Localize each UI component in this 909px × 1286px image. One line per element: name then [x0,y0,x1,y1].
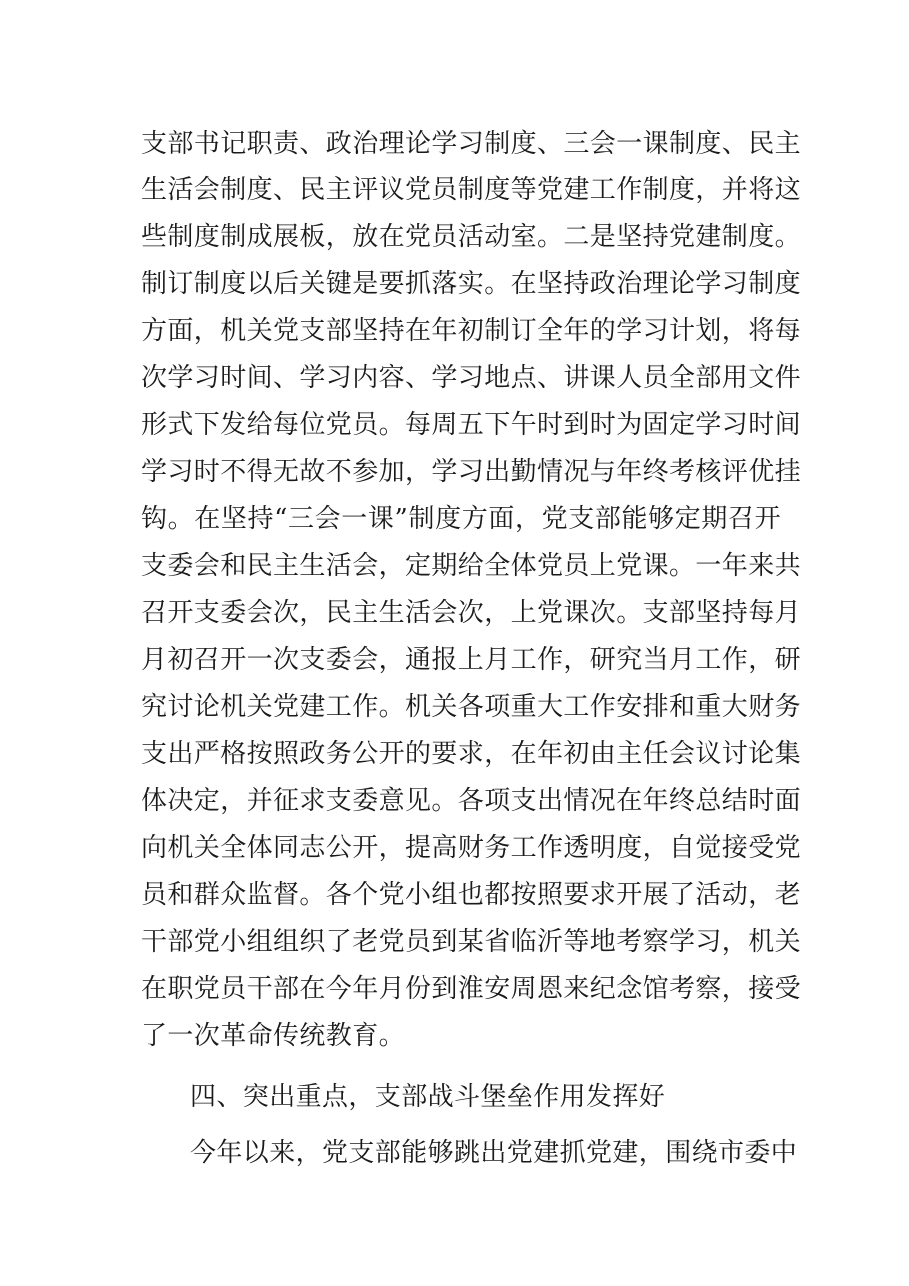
body-text-line-18: 干部党小组组织了老党员到某省临沂等地考察学习，机关 [141,927,802,957]
body-text-line-8: 学习时不得无故不参加，学习出勤情况与年终考核评优挂 [141,457,802,487]
body-text-line-7: 形式下发给每位党员。每周五下午时到时为固定学习时间 [141,410,802,440]
body-text-line-2: 生活会制度、民主评议党员制度等党建工作制度，并将这 [141,175,802,205]
body-text-line-3: 些制度制成展板，放在党员活动室。二是坚持党建制度。 [141,222,802,252]
section-heading: 四、突出重点，支部战斗堡垒作用发挥好 [190,1082,666,1112]
body-text-line-9: 钩。在坚持“三会一课”制度方面，党支部能够定期召开 [141,504,781,534]
body-text-line-19: 在职党员干部在今年月份到淮安周恩来纪念馆考察，接受 [141,974,802,1004]
body-text-line-12: 月初召开一次支委会，通报上月工作，研究当月工作，研 [141,645,802,675]
body-text-line-11: 召开支委会次，民主生活会次，上党课次。支部坚持每月 [141,598,802,628]
body-text-line-17: 员和群众监督。各个党小组也都按照要求开展了活动，老 [141,880,802,910]
next-paragraph-line-1: 今年以来，党支部能够跳出党建抓党建，围绕市委中 [190,1138,798,1168]
body-text-line-20: 了一次革命传统教育。 [141,1021,406,1051]
body-text-line-5: 方面，机关党支部坚持在年初制订全年的学习计划，将每 [141,316,802,346]
body-text-line-16: 向机关全体同志公开，提高财务工作透明度，自觉接受党 [141,833,802,863]
body-text-line-15: 体决定，并征求支委意见。各项支出情况在年终总结时面 [141,786,802,816]
body-text-line-1: 支部书记职责、政治理论学习制度、三会一课制度、民主 [141,129,802,159]
body-text-line-4: 制订制度以后关键是要抓落实。在坚持政治理论学习制度 [141,269,802,299]
body-text-line-10: 支委会和民主生活会，定期给全体党员上党课。一年来共 [141,551,802,581]
body-text-line-13: 究讨论机关党建工作。机关各项重大工作安排和重大财务 [141,692,802,722]
body-text-line-14: 支出严格按照政务公开的要求，在年初由主任会议讨论集 [141,739,802,769]
body-text-line-6: 次学习时间、学习内容、学习地点、讲课人员全部用文件 [141,363,802,393]
